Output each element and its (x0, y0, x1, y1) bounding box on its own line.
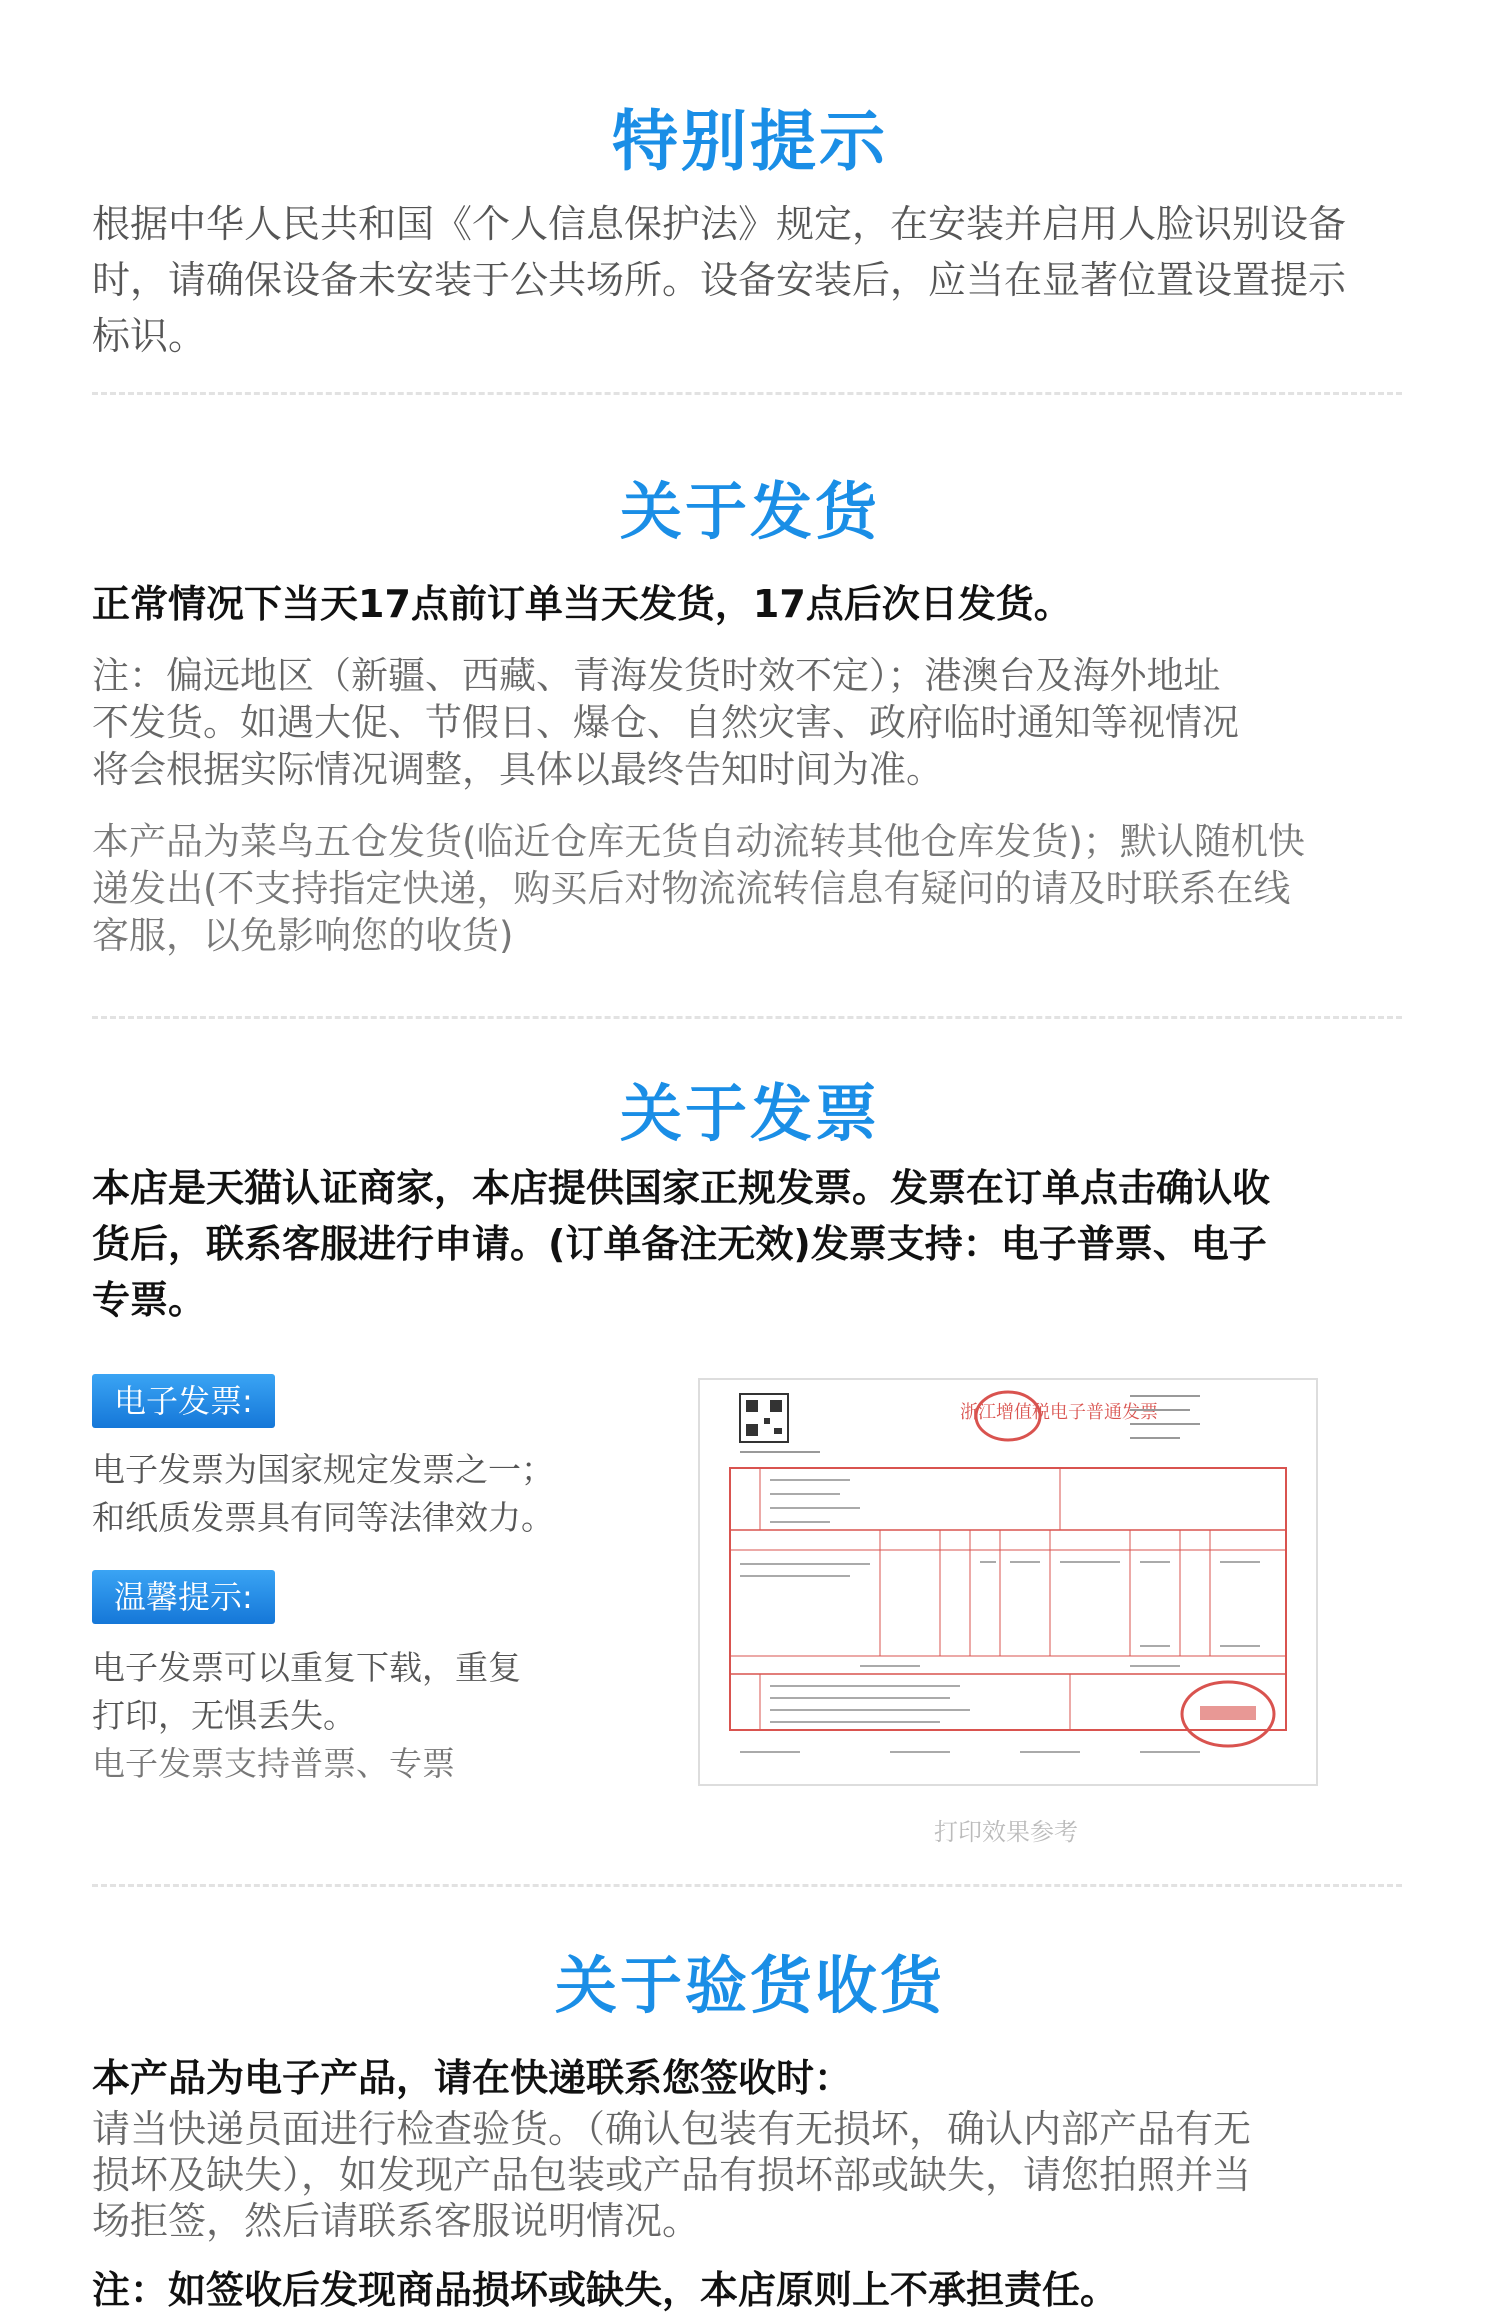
shipping-note-line: 将会根据实际情况调整，具体以最终告知时间为准。 (92, 748, 943, 791)
divider (92, 1016, 1402, 1019)
invoice-line: 本店是天猫认证商家，本店提供国家正规发票。发票在订单点击确认收 (92, 1166, 1271, 1210)
notice-line: 标识。 (92, 314, 207, 358)
inspect-footer: 注：如签收后发现商品损坏或缺失，本店原则上不承担责任。 (92, 2268, 1119, 2312)
shipping-info-line: 本产品为菜鸟五仓发货(临近仓库无货自动流转其他仓库发货)；默认随机快 (92, 820, 1305, 863)
shipping-note (92, 652, 1412, 793)
e-invoice-desc-line: 和纸质发票具有同等法律效力。 (92, 1498, 554, 1537)
notice-line: 根据中华人民共和国《个人信息保护法》规定，在安装并启用人脸识别设备 (92, 202, 1347, 246)
inspect-headline: 本产品为电子产品，请在快递联系您签收时： (92, 2056, 853, 2100)
shipping-info (92, 818, 1412, 959)
shipping-info-line: 递发出(不支持指定快递，购买后对物流流转信息有疑问的请及时联系在线 (92, 867, 1291, 910)
section-title-shipping: 关于发货 (619, 475, 880, 548)
shipping-headline: 正常情况下当天17点前订单当天发货，17点后次日发货。 (92, 582, 1072, 626)
invoice-text (92, 1160, 1422, 1328)
shipping-info-line: 客服，以免影响您的收货) (92, 914, 514, 957)
notice-text (92, 196, 1412, 364)
invoice-line: 专票。 (92, 1278, 207, 1322)
e-invoice-badge: 电子发票: (92, 1374, 275, 1428)
tip-desc-line: 电子发票可以重复下载，重复 (92, 1648, 521, 1687)
section-title-inspect: 关于验货收货 (554, 1949, 945, 2022)
shipping-note-line: 注：偏远地区（新疆、西藏、青海发货时效不定）；港澳台及海外地址 (92, 654, 1221, 697)
e-invoice-desc (92, 1446, 612, 1542)
tip-desc-line: 打印，无惧丢失。 (92, 1696, 356, 1735)
divider (92, 1884, 1402, 1887)
divider (92, 392, 1402, 395)
notice-line: 时，请确保设备未安装于公共场所。设备安装后，应当在显著位置设置提示 (92, 258, 1347, 302)
invoice-sample-drawing (700, 1380, 1316, 1784)
section-title-notice: 特别提示 (612, 103, 888, 180)
inspect-line: 场拒签，然后请联系客服说明情况。 (92, 2199, 701, 2243)
tip-badge: 温馨提示: (92, 1570, 275, 1624)
inspect-line: 损坏及缺失），如发现产品包装或产品有损坏部或缺失，请您拍照并当 (92, 2153, 1252, 2197)
inspect-line: 请当快递员面进行检查验货。（确认包装有无损坏，确认内部产品有无 (92, 2107, 1252, 2151)
invoice-heading: 浙江增值税电子普通发票 (960, 1402, 1158, 1423)
e-invoice-desc-line: 电子发票为国家规定发票之一； (92, 1450, 554, 1489)
tip-desc (92, 1644, 612, 1788)
invoice-caption: 打印效果参考 (934, 1818, 1078, 1846)
tip-desc-line: 电子发票支持普票、专票 (92, 1744, 455, 1783)
invoice-line: 货后，联系客服进行申请。(订单备注无效)发票支持：电子普票、电子 (92, 1222, 1267, 1266)
qr-code-icon (740, 1394, 788, 1442)
invoice-sample-image (698, 1378, 1318, 1786)
inspect-text (92, 2106, 1412, 2244)
section-title-invoice: 关于发票 (619, 1077, 880, 1150)
shipping-note-line: 不发货。如遇大促、节假日、爆仓、自然灾害、政府临时通知等视情况 (92, 701, 1239, 744)
